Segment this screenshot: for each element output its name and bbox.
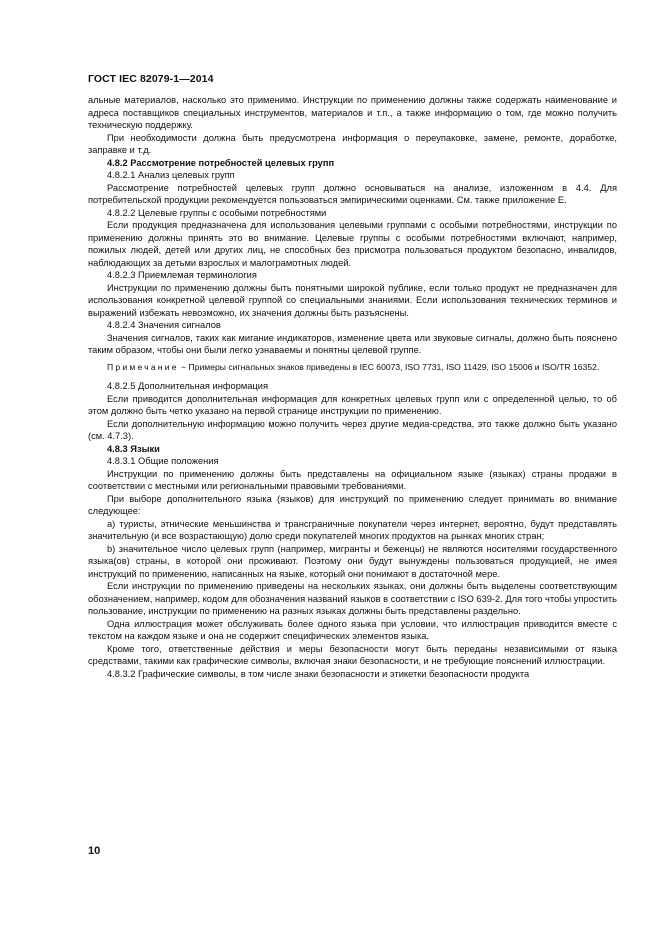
subsection-heading-4-8-2-3: 4.8.2.3 Приемлемая терминология bbox=[107, 270, 257, 280]
list-item: b) значительное число целевых групп (например, мигранты и беженцы) не являются носителями государственного языка(ов) страны, в которой они проживают. Поэтому они будут вынуждены пользоваться продукцией, не имея инструкций по применению, написанных на языке, который они понимают в достаточной мере. bbox=[88, 543, 617, 579]
subsection-heading-4-8-2-1: 4.8.2.1 Анализ целевых групп bbox=[107, 170, 235, 180]
document-header: ГОСТ IEC 82079-1—2014 bbox=[88, 73, 214, 85]
subsection-heading-4-8-3-2: 4.8.3.2 Графические символы, в том числе знаки безопасности и этикетки безопасности продукта bbox=[107, 668, 530, 679]
paragraph: Значения сигналов, таких как мигание индикаторов, изменение цвета или звуковые сигналы, должно быть пояснено таким образом, чтобы они были легко узнаваемы и понятны целевой группе. bbox=[88, 332, 617, 355]
paragraph: Если приводится дополнительная информация для конкретных целевых групп или с определенной целью, то об этом должно быть четко указано на первой странице инструкции по применению. bbox=[88, 393, 617, 416]
paragraph: альные материалов, насколько это применимо. Инструкции по применению должны также содержать наименование и адреса поставщиков специальных инструментов, материалов и т.п., а также информацию о том, где можно получить техническую поддержку. bbox=[88, 95, 617, 130]
note-text: − Примеры сигнальных знаков приведены в IEC 60073, ISO 7731, ISO 11429, ISO 15006 и ISO/TR 16352. bbox=[178, 361, 600, 372]
paragraph: Инструкции по применению должны быть понятными широкой публике, если только продукт не предназначен для использования конкретной целевой группой со специальными знаниями. Если использования технических терминов и выражений избежать невозможно, их значения должны быть разъяснены. bbox=[88, 282, 617, 318]
subsection-heading-4-8-2-2: 4.8.2.2 Целевые группы с особыми потребностями bbox=[107, 207, 327, 218]
subsection-heading-4-8-3-1: 4.8.3.1 Общие положения bbox=[107, 456, 219, 466]
note bbox=[88, 362, 617, 374]
paragraph: Рассмотрение потребностей целевых групп должно основываться на анализе, изложенном в 4.4. Для потребительской продукции рекомендуется пользоваться эмпирическими оценками. См. также приложение Е. bbox=[88, 182, 617, 205]
paragraph: Одна иллюстрация может обслуживать более одного языка при условии, что иллюстрация приводится вместе с текстом на каждом языке и она не содержит специфических элементов языка. bbox=[88, 618, 617, 641]
paragraph: Если продукция предназначена для использования целевыми группами с особыми потребностями, инструкции по применению должны принять это во внимание. Целевые группы с особыми потребностями включают, например, пожилых людей, детей или других лиц, не способных без присмотра пользоваться продуктом безопасно, инвалидов, наблюдающих за детьми взрослых и малограмотных людей. bbox=[88, 220, 617, 268]
page-body bbox=[88, 94, 617, 680]
page-number: 10 bbox=[88, 845, 101, 857]
subsection-heading-4-8-2-5: 4.8.2.5 Дополнительная информация bbox=[107, 381, 268, 391]
paragraph: При необходимости должна быть предусмотрена информация о переупаковке, замене, ремонте, доработке, заправке и т.д. bbox=[88, 132, 617, 155]
paragraph: Если инструкции по применению приведены на нескольких языках, они должны быть выделены соответствующим обозначением, например, кодом для обозначения названий языков в соответствии с ISO 639-2. Для того чтобы упростить пользование, инструкции по применению на разных языках должны быть представлены раздельно. bbox=[88, 581, 617, 616]
list-item: а) туристы, этнические меньшинства и трансграничные покупатели через интернет, вероятно, будут представлять значительную (и все возрастающую) долю среди покупателей многих продуктов на рынках многих стран; bbox=[88, 518, 617, 541]
paragraph: Кроме того, ответственные действия и меры безопасности могут быть переданы независимыми от языка средствами, такими как графические символы, включая знаки безопасности, и не требующие пояснений иллюстрации. bbox=[88, 643, 617, 666]
section-heading-4-8-3: 4.8.3 Языки bbox=[107, 443, 160, 454]
note-label: Примечание bbox=[107, 361, 179, 372]
paragraph: Если дополнительную информацию можно получить через другие медиа-средства, это также должно быть указано (см. 4.7.3). bbox=[88, 418, 617, 441]
subsection-heading-4-8-2-4: 4.8.2.4 Значения сигналов bbox=[107, 320, 221, 330]
section-heading-4-8-2: 4.8.2 Рассмотрение потребностей целевых групп bbox=[107, 157, 335, 168]
paragraph: При выборе дополнительного языка (языков) для инструкций по применению следует принимать во внимание следующее: bbox=[88, 493, 617, 516]
paragraph: Инструкции по применению должны быть представлены на официальном языке (языках) страны продажи в соответствии с местными или региональными правовыми требованиями. bbox=[88, 468, 617, 491]
